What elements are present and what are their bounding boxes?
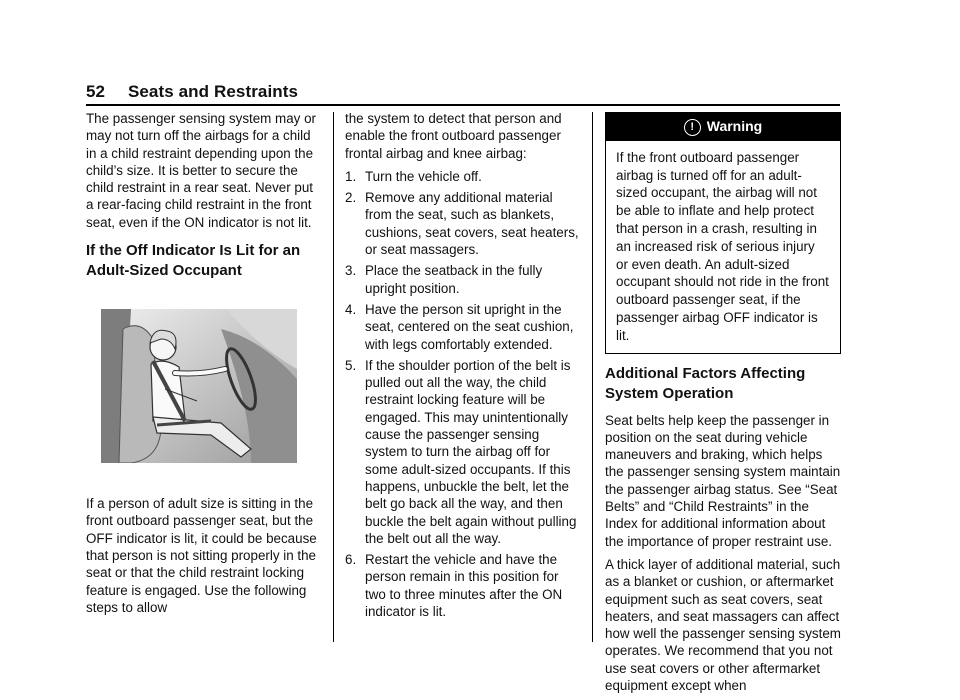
- warning-header: [606, 113, 840, 141]
- warning-text: If the front outboard passenger airbag is turned off for an adult-sized occupant, the airbag will not be able to inflate and help protect that person in a crash, resulting in an increased risk of serious injury or even death. An adult-sized occupant should not ride in the front outboard passenger seat, if the passenger airbag OFF indicator is lit.: [616, 149, 829, 343]
- step-item: 5. If the shoulder portion of the belt is pulled out all the way, the child restraint locking feature will be engaged. This may unintentionally cause the passenger sensing system to turn the airbag off for some adult-sized occupants. If this happens, unbuckle the belt, let the belt go back all the way, and then buckle the belt again without pulling the belt out all the way.: [345, 357, 577, 546]
- warning-title: Warning: [706, 118, 763, 134]
- step-item: 6. Restart the vehicle and have the person remain in this position for two to three minutes after the ON indicator is lit.: [345, 552, 563, 620]
- section-title: Seats and Restraints: [127, 82, 299, 101]
- column-2: [345, 110, 581, 624]
- column-1: [86, 110, 322, 622]
- column-3: [605, 110, 841, 700]
- step-item: 3. Place the seatback in the fully upright position.: [345, 263, 543, 296]
- header-rule: [86, 104, 840, 106]
- page-number: 52: [86, 82, 106, 101]
- page-header: [86, 82, 298, 102]
- column-divider-2: [592, 112, 593, 642]
- section-heading: If the Off Indicator Is Lit for an Adult-Sized Occupant: [86, 242, 301, 280]
- step-item: 4. Have the person sit upright in the seat, centered on the seat cushion, with legs comfortably extended.: [345, 301, 574, 352]
- intro-paragraph: The passenger sensing system may or may not turn off the airbags for a child in a child restraint depending upon the child’s size. It is better to secure the child restraint in a rear seat. Never put a rear-facing child restraint in the front seat, even if the ON indicator is not lit.: [86, 111, 316, 230]
- seated-passenger-illustration: [101, 309, 297, 463]
- body-paragraph: A thick layer of additional material, such as a blanket or cushion, or aftermarket equipment such as seat covers, seat heaters, and seat massagers can affect how well the passenger sensing system operates. We recommend that you not use seat covers or other aftermarket equipment except when: [605, 556, 841, 694]
- step-item: 2. Remove any additional material from the seat, such as blankets, cushions, seat covers, seat heaters, or seat massagers.: [345, 190, 579, 258]
- column-divider-1: [333, 112, 334, 642]
- continued-paragraph: the system to detect that person and enable the front outboard passenger frontal airbag and knee airbag:: [345, 111, 562, 161]
- body-paragraph: If a person of adult size is sitting in the front outboard passenger seat, but the OFF indicator is lit, it could be because that person is not sitting properly in the seat or that the child restraint locking feature is engaged. Use the following steps to allow: [86, 496, 317, 615]
- section-heading: Additional Factors Affecting System Operation: [605, 364, 806, 402]
- body-paragraph: Seat belts help keep the passenger in position on the seat during vehicle maneuvers and braking, which helps the passenger sensing system maintain the passenger airbag status. See “Seat Belts” and “Child Restraints” in the Index for additional information about the importance of proper restraint use.: [605, 412, 841, 549]
- steps-list: [345, 168, 581, 620]
- exclamation-circle-icon: !: [684, 119, 701, 136]
- warning-box: [605, 112, 841, 354]
- step-item: 1. Turn the vehicle off.: [345, 168, 482, 184]
